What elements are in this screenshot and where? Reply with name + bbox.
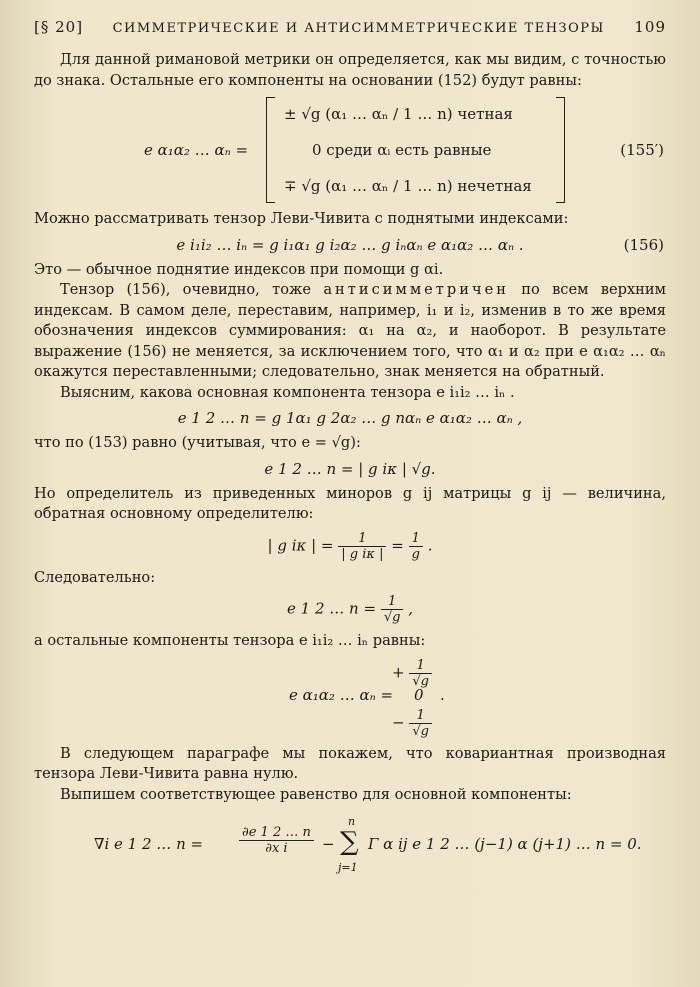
equation-155	[34, 97, 666, 201]
left-brace	[266, 97, 275, 203]
equation-number: (155′)	[620, 141, 664, 159]
equation-result	[34, 594, 666, 625]
fraction	[381, 594, 404, 625]
fraction-denominator: √g	[412, 673, 429, 689]
case-even: ± √g (α₁ … αₙ / 1 … n) четная	[284, 105, 513, 123]
paragraph-minors: Но определитель из приведенных миноров g ij матрицы g ij — величина, обратная основному определителю:	[34, 484, 666, 522]
plus-case	[392, 658, 432, 689]
paragraph-raising: Это — обычное поднятие индексов при помощи g αi.	[34, 260, 444, 278]
running-title: СИММЕТРИЧЕСКИЕ И АНТИСИММЕТРИЧЕСКИЕ ТЕНЗОРЫ	[112, 21, 605, 36]
sum-term: Γ α ij e 1 2 … (j−1) α (j+1) … n = 0.	[368, 835, 642, 853]
equation-body: e 1 2 … n = g 1α₁ g 2α₂ … g nαₙ e α₁α₂ … αₙ ,	[177, 409, 523, 427]
minus-case	[392, 708, 432, 739]
fraction-numerator: 1	[381, 594, 404, 610]
paragraph-raised-indices: Можно рассматривать тензор Леви-Чивита с поднятыми индексами:	[34, 210, 569, 227]
fraction-denominator: | g iκ |	[341, 546, 384, 562]
case-odd: ∓ √g (α₁ … αₙ / 1 … n) нечетная	[284, 177, 532, 195]
paragraph-main-component: Выясним, какова основная компонента тензора e i₁i₂ … iₙ .	[60, 383, 515, 401]
equation-inverse-det	[34, 531, 666, 562]
paragraph-next-section: В следующем параграфе мы покажем, что ковариантная производная тензора Леви-Чивита равна нулю.	[34, 744, 666, 782]
equation-lhs: e α₁α₂ … αₙ =	[289, 685, 394, 704]
right-brace	[556, 97, 565, 203]
text-run: Тензор (156), очевидно, тоже	[60, 281, 324, 298]
paragraph-therefore: Следовательно:	[34, 568, 156, 586]
sigma-symbol: ∑	[340, 827, 359, 857]
equation-156-body: e i₁i₂ … iₙ = g i₁α₁ g i₂α₂ … g iₙαₙ e α₁α₂ … αₙ .	[176, 235, 524, 254]
equation-determinant	[34, 460, 666, 478]
equation-155-lhs: e α₁α₂ … αₙ =	[144, 141, 249, 159]
equals-sign: =	[391, 536, 404, 554]
period: .	[427, 536, 433, 554]
fraction-numerator: 1	[409, 531, 423, 547]
equation-covariant-derivative	[34, 815, 666, 877]
fraction-numerator: 1	[409, 658, 432, 674]
fraction-denominator: g	[411, 546, 420, 562]
equation-lhs: e 1 2 … n =	[287, 599, 377, 618]
equation-main-component	[34, 409, 666, 427]
equation-lhs: | g iκ | =	[267, 536, 334, 554]
paragraph-write-out: Выпишем соответствующее равенство для основной компоненты:	[60, 785, 572, 803]
paragraph-antisymmetric	[34, 280, 666, 383]
fraction-numerator: 1	[338, 531, 386, 547]
page-header	[34, 18, 666, 36]
fraction	[409, 708, 432, 739]
minus-sign: −	[392, 713, 405, 731]
derivative-fraction	[239, 825, 314, 856]
fraction	[338, 531, 386, 562]
fraction-denominator: ∂x i	[265, 841, 288, 856]
plus-sign: +	[392, 663, 405, 681]
equation-rest-components	[34, 657, 666, 739]
fraction	[409, 658, 432, 689]
fraction	[409, 531, 423, 562]
minus-sign: −	[322, 835, 335, 853]
page-number: 109	[634, 18, 666, 36]
fraction-numerator: ∂e 1 2 … n	[239, 825, 314, 841]
equation-lhs: ∇i e 1 2 … n =	[94, 835, 204, 853]
period: .	[440, 685, 445, 704]
zero-case: 0	[414, 685, 424, 704]
equation-body: e 1 2 … n = | g iκ | √g.	[264, 459, 436, 478]
equation-156	[34, 236, 666, 254]
paragraph-other-components: а остальные компоненты тензора e i₁i₂ … iₙ равны:	[34, 632, 426, 649]
case-equal: 0 среди αᵢ есть равные	[312, 141, 492, 159]
comma: ,	[408, 599, 413, 618]
text-run: по всем верхним индексам. В самом деле, переставим, например, i₁ и i₂, изменив в то же время обозначения индексов суммирования: α₁ на α₂, и наоборот. В результате выражение (156) не меняется, за исключением того, что α₁ и α₂ при e α₁α₂ … αₙ окажутся переставленными; следовательно, знак меняется на обратный.	[34, 281, 666, 380]
paragraph-intro: Для данной римановой метрики он определяется, как мы видим, с точностью до знака. Остальные его компоненты на основании (152) будут равны:	[34, 51, 666, 89]
fraction-numerator: 1	[409, 708, 432, 724]
paragraph-equals: что по (153) равно (учитывая, что e = √g):	[34, 434, 361, 451]
equation-number: (156)	[623, 235, 664, 254]
fraction-denominator: √g	[412, 723, 429, 739]
sum-upper-limit: n	[348, 815, 356, 828]
sum-lower-limit: j=1	[338, 861, 358, 874]
section-label: [§ 20]	[34, 18, 84, 36]
emphasized-word: антисимметричен	[323, 281, 509, 298]
fraction-denominator: √g	[383, 610, 401, 625]
